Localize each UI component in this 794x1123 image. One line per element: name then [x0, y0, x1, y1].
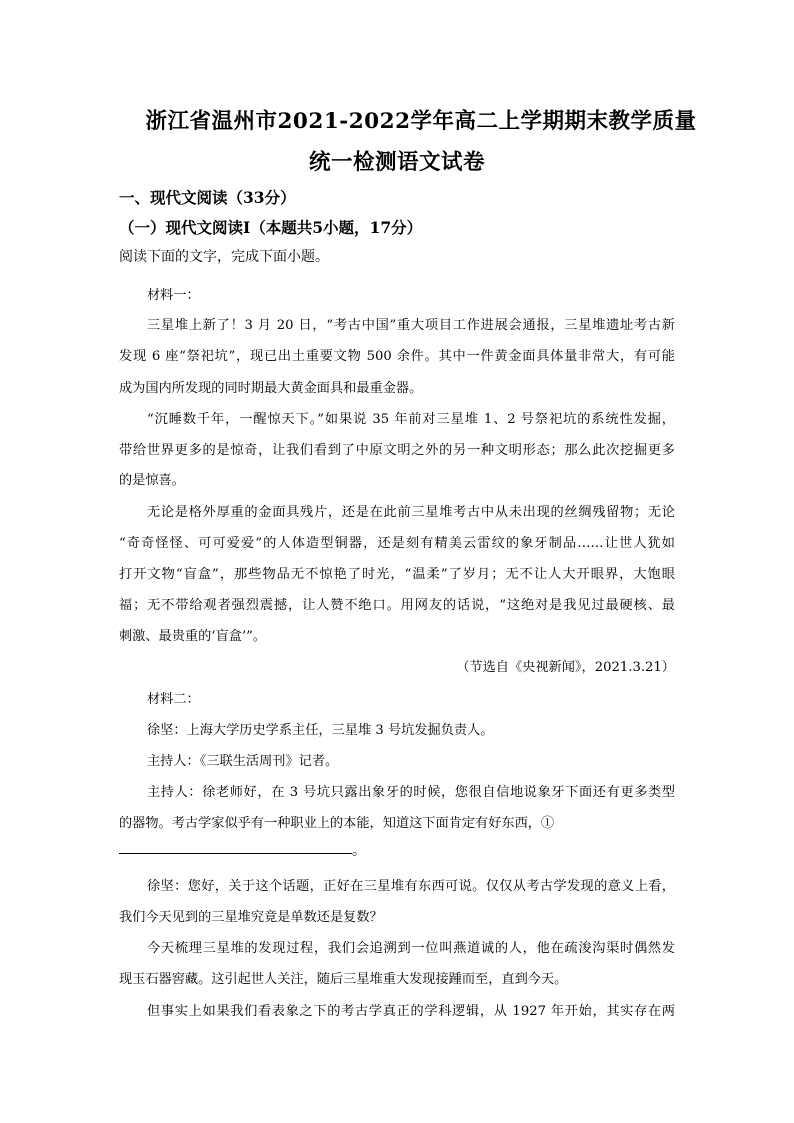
paragraph-line: 成为国内所发现的同时期最大黄金面具和最重金器。 [119, 381, 423, 396]
paragraph-line: 三星堆上新了！3 月 20 日，“考古中国”重大项目工作进展会通报，三星堆遗址考古新 [147, 318, 675, 333]
material2-label: 材料二： [147, 692, 200, 707]
paragraph-line: 但事实上如果我们看表象之下的考古学真正的学科逻辑，从 1927 年开始，其实存在两 [147, 1004, 675, 1019]
paragraph-line: 刺激、最贵重的‘盲盒’”。 [119, 629, 266, 644]
paragraph-line: “沉睡数千年，一醒惊天下。”如果说 35 年前对三星堆 1、2 号祭祀坑的系统性发掘， [147, 412, 675, 427]
blank-end-punctuation: 。 [352, 843, 366, 859]
document-title-line-1: 浙江省温州市2021-2022学年高二上学期期末教学质量 [145, 109, 697, 134]
paragraph-line: 发现 6 座“祭祀坑”，现已出土重要文物 500 余件。其中一件黄金面具体量非常大，有可能 [119, 349, 675, 364]
paragraph-line: 的是惊喜。 [119, 473, 185, 488]
paragraph-line: 无论是格外厚重的金面具残片，还是在此前三星堆考古中从未出现的丝绸残留物；无论 [147, 505, 675, 520]
host-intro: 主持人：《三联生活周刊》记者。 [147, 754, 339, 769]
paragraph-line: 我们今天见到的三星堆究竟是单数还是复数？ [119, 910, 383, 925]
source-citation: （节选自《央视新闻》，2021.3.21） [456, 660, 675, 675]
paragraph-line: “奇奇怪怪、可可爱爱”的人体造型铜器，还是刻有精美云雷纹的象牙制品……让世人犹如 [119, 536, 675, 551]
paragraph-line: 带给世界更多的是惊奇，让我们看到了中原文明之外的另一种文明形态；那么此次挖掘更多 [119, 443, 675, 458]
paragraph-line: 的器物。考古学家似乎有一种职业上的本能，知道这下面肯定有好东西，① [119, 816, 555, 831]
interviewee-intro: 徐坚：上海大学历史学系主任，三星堆 3 号坑发掘负责人。 [147, 723, 494, 738]
material1-label: 材料一： [147, 288, 200, 303]
subsection-heading: （一）现代文阅读Ⅰ（本题共5小题，17分） [119, 218, 423, 237]
paragraph-line: 福；无不带给观者强烈震撼，让人赞不绝口。用网友的话说，“这绝对是我见过最硬核、最 [119, 598, 675, 613]
instruction-text: 阅读下面的文字，完成下面小题。 [119, 249, 329, 265]
paragraph-line: 主持人：徐老师好，在 3 号坑只露出象牙的时候，您很自信地说象牙下面还有更多类型 [147, 785, 675, 800]
section-heading: 一、现代文阅读（33分） [119, 188, 296, 207]
document-title-line-2: 统一检测语文试卷 [308, 150, 485, 175]
paragraph-line: 打开文物“盲盒”，那些物品无不惊艳了时光，“温柔”了岁月；无不让人大开眼界，大饱眼 [119, 567, 675, 582]
paragraph-line: 徐坚：您好，关于这个话题，正好在三星堆有东西可说。仅仅从考古学发现的意义上看， [147, 879, 675, 894]
paragraph-line: 今天梳理三星堆的发现过程，我们会追溯到一位叫燕道诚的人，他在疏浚沟渠时偶然发 [147, 941, 675, 956]
answer-blank-line [119, 853, 352, 854]
paragraph-line: 现玉石器窖藏。这引起世人关注，随后三星堆重大发现接踵而至，直到今天。 [119, 972, 568, 987]
